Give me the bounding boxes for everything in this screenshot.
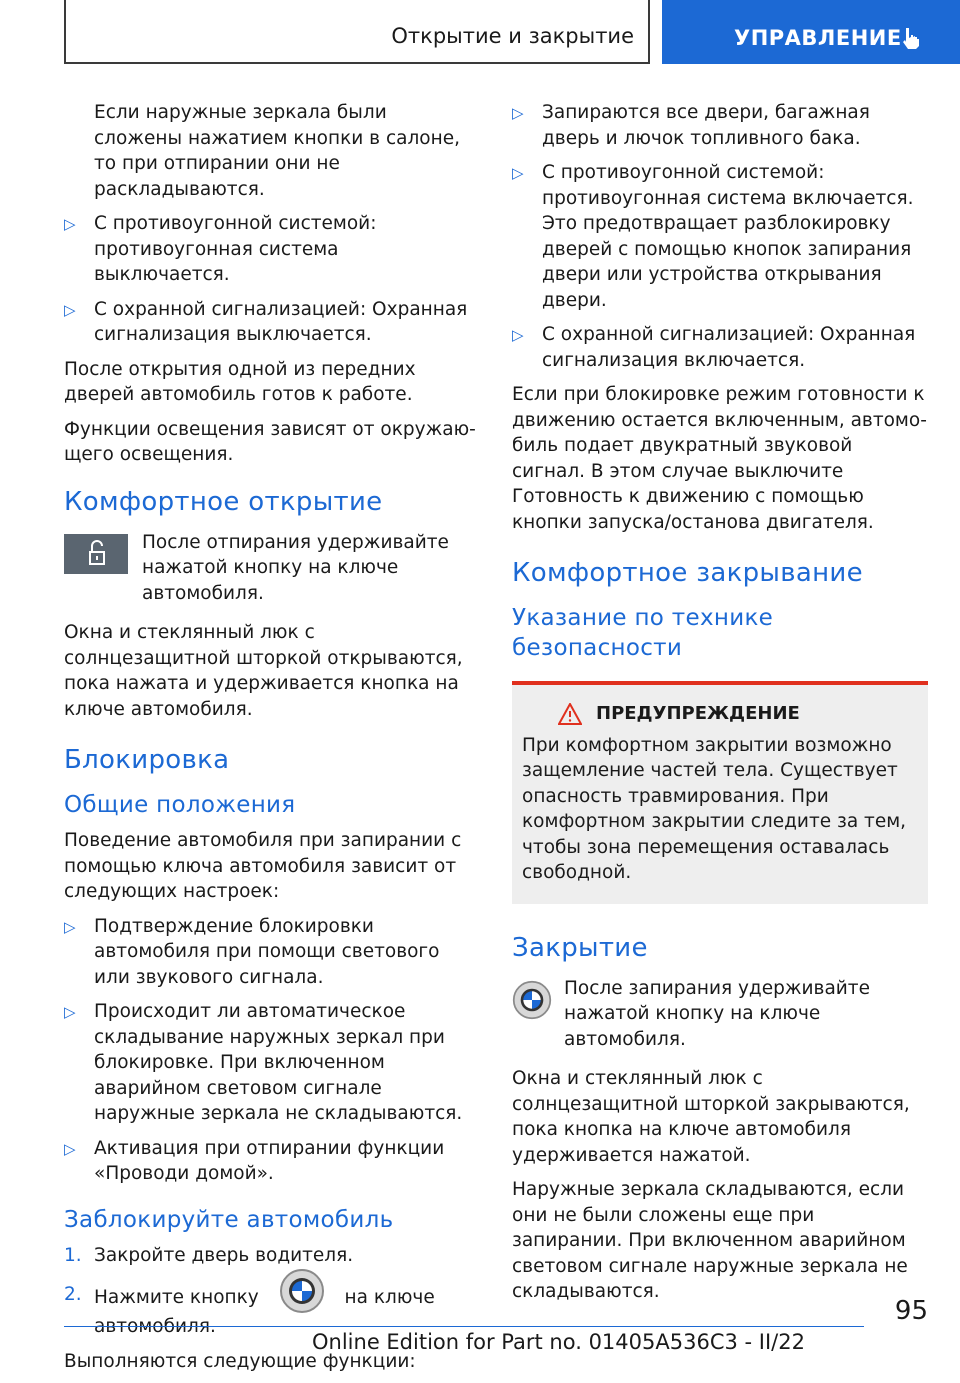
- comfort-open-key-text: После отпирания удерживайте нажатой кнопку на ключе автомобиля.: [142, 531, 449, 604]
- list-item: ▷ Активация при отпирании функции «Проводи домой».: [64, 1137, 445, 1184]
- list-item: ▷ С противоугонной системой: противоугонная система включается. Это предотвращает разблокировку дверей с помощью кнопок запирания двери или устройства открывания двери.: [512, 162, 914, 311]
- heading-lock: Блокировка: [64, 745, 230, 775]
- list-item: ▷ Происходит ли автоматическое складывание наружных зеркал при блокировке. При включенном аварийном световом сигнале наружные зеркала не складываются.: [64, 1001, 463, 1124]
- bullet-triangle-icon: ▷: [512, 104, 524, 122]
- mirrors-fold-paragraph: Наружные зеркала складываются, если они не были сложены еще при запирании. При включенном аварийном световом сигнале наружные зеркала не складываются.: [512, 1179, 908, 1302]
- list-item: ▷ Запираются все двери, багажная дверь и лючок топливного бака.: [512, 102, 870, 149]
- warning-title: ПРЕДУПРЕЖДЕНИЕ: [522, 701, 918, 727]
- heading-close: Закрытие: [512, 932, 648, 963]
- header-section-box: [64, 0, 650, 64]
- heading-comfort-close: Комфортное закрывание: [512, 558, 863, 588]
- list-item: ▷ С охранной сигнализацией: Охранная сигнализация выключается.: [64, 298, 468, 345]
- warning-text: При комфортном закрытии возможно защемление частей тела. Существует опасность травмирования. При комфортном закрытии следите за тем, чтобы зона перемещения оставалась свободной.: [522, 734, 907, 883]
- bmw-logo-key-icon: [512, 980, 552, 1020]
- close-paragraph: Окна и стеклянный люк с солнцезащитной шторкой закрываются, пока кнопка на ключе автомобиля удерживается нажатой.: [512, 1068, 910, 1166]
- hand-pointer-icon: [900, 26, 922, 50]
- header-chapter-box: [662, 0, 960, 64]
- ready-paragraph: Если при блокировке режим готовности к движению остается включенным, автомобиль подает двукратный звуковой сигнал. В этом случае выключите Готовность к движению с помощью кнопки запуска/останова двигателя.: [512, 384, 927, 533]
- bullet-triangle-icon: ▷: [512, 326, 524, 344]
- list-item: ▷ Подтверждение блокировки автомобиля при помощи светового или звукового сигнала.: [64, 915, 440, 988]
- bullet-triangle-icon: ▷: [64, 1139, 76, 1158]
- right-column: [512, 100, 928, 1314]
- heading-comfort-open: Комфортное открытие: [64, 486, 383, 517]
- list-item: ▷ С охранной сигнализацией: Охранная сигнализация включается.: [512, 324, 916, 371]
- heading-lock-car: Заблокируйте автомобиль: [64, 1206, 394, 1233]
- bullet-triangle-icon: ▷: [64, 917, 76, 936]
- heading-safety: Указание по технике безопасности: [512, 605, 774, 661]
- lighting-paragraph: Функции освещения зависят от окружающего освещения.: [64, 418, 476, 465]
- mirrors-paragraph: Если наружные зеркала были сложены нажатием кнопки в салоне, то при отпирании они не раскладываются.: [94, 102, 460, 200]
- header-section-title: Открытие и закрытие: [391, 24, 634, 48]
- step-item: 2. Нажмите кнопку на ключе автомобиля.: [64, 1282, 480, 1340]
- footer-rule: [64, 1326, 864, 1327]
- comfort-open-key-row: [64, 530, 480, 607]
- general-paragraph: Поведение автомобиля при запирании с помощью ключа автомобиля зависит от следующих настроек:: [64, 830, 462, 902]
- footer-edition: Online Edition for Part no. 01405A536C3 - II/22: [312, 1330, 805, 1354]
- close-key-text: После запирания удерживайте нажатой кнопку на ключе автомобиля.: [564, 977, 870, 1050]
- after-open-paragraph: После открытия одной из передних дверей автомобиль готов к работе.: [64, 358, 416, 405]
- heading-general: Общие положения: [64, 792, 296, 818]
- bullet-triangle-icon: ▷: [64, 300, 76, 319]
- warning-triangle-icon: [558, 703, 582, 725]
- list-item: ▷ С противоугонной системой: противоугонная система выключается.: [64, 213, 377, 285]
- close-key-row: [512, 976, 928, 1053]
- step-item: 1. Закройте дверь водителя.: [64, 1244, 354, 1266]
- unlock-key-icon: [64, 534, 128, 574]
- functions-paragraph: Выполняются следующие функции:: [64, 1350, 416, 1372]
- bmw-logo-key-icon: [279, 1268, 325, 1314]
- comfort-open-paragraph: Окна и стеклянный люк с солнцезащитной шторкой открываются, пока нажата и удерживается кнопка на ключе автомобиля.: [64, 622, 463, 720]
- bullet-triangle-icon: ▷: [64, 215, 76, 233]
- bullet-triangle-icon: ▷: [512, 164, 524, 182]
- bullet-triangle-icon: ▷: [64, 1003, 76, 1021]
- warning-box: [512, 681, 928, 904]
- page-number: 95: [894, 1296, 928, 1326]
- left-column: [64, 100, 480, 1383]
- header-chapter-title: УПРАВЛЕНИЕ: [734, 26, 902, 50]
